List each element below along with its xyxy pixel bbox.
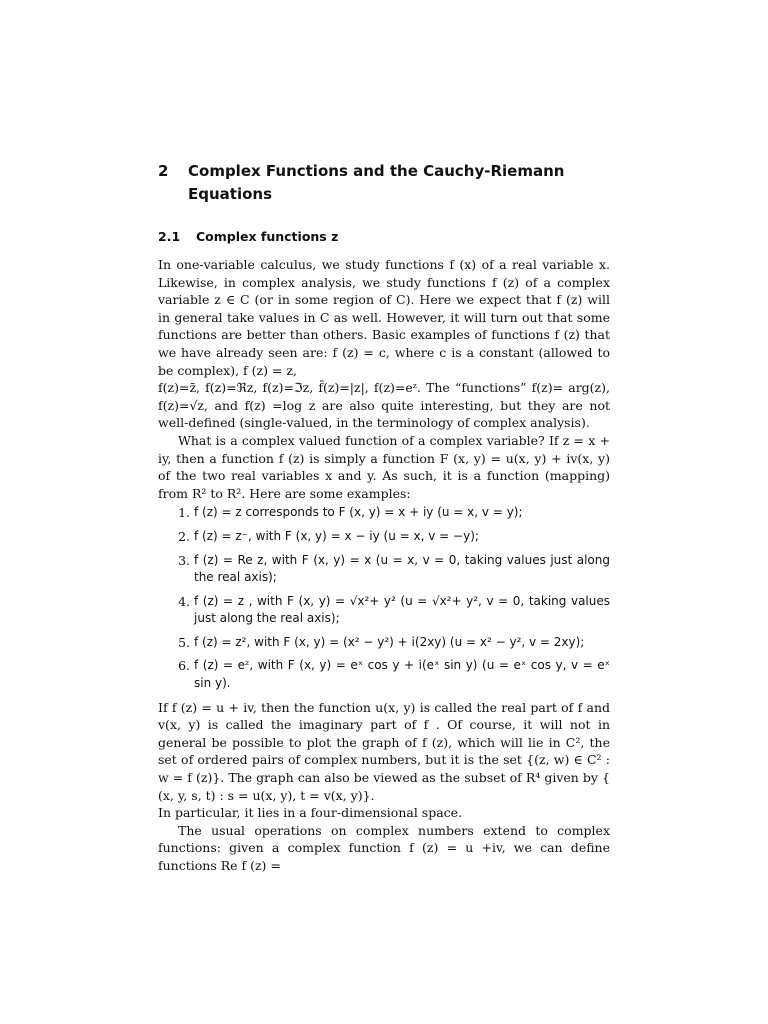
list-item: 2. f (z) = z⁻, with F (x, y) = x − iy (u = x, v = −y); — [178, 528, 479, 544]
four-dimensional-paragraph: In particular, it lies in a four-dimensional space. — [158, 805, 463, 821]
subsection-number: 2.1 — [158, 229, 181, 244]
subsection-title: Complex functions z — [196, 229, 339, 244]
section-heading — [158, 160, 610, 206]
intro-paragraph: In one-variable calculus, we study functions f (x) of a real variable x. Likewise, in complex analysis, we study functions f (z) of a complex variable z ∈ C (or in some region of C). Here we expect that f (z) will in general take values in C as well. However, it will turn out that some functions are better than others. Basic examples of functions f (z) that we have already seen are: f (z) = c, where c is a constant (allowed to be complex), f (z) = z, — [158, 257, 610, 378]
list-item: 4. f (z) = z , with F (x, y) = √x²+ y² (u = √x²+ y², v = 0, taking values just along the real axis); — [178, 593, 610, 626]
section-number: 2 — [158, 162, 169, 180]
list-item: 3. f (z) = Re z, with F (x, y) = x (u = x, v = 0, taking values just along the real axis); — [178, 552, 610, 585]
list-item: 5. f (z) = z², with F (x, y) = (x² − y²) + i(2xy) (u = x² − y², v = 2xy); — [178, 634, 585, 650]
real-imaginary-paragraph: If f (z) = u + iv, then the function u(x, y) is called the real part of f and v(x, y) is called the imaginary part of f . Of course, it will not in general be possible to plot the graph of f (z), which will lie in C², the set of ordered pairs of complex numbers, but it is the set {(z, w) ∈ C² : w = f (z)}. The graph can also be viewed as the subset of R⁴ given by { (x, y, s, t) : s = u(x, y), t = v(x, y)}. — [158, 699, 610, 803]
operations-paragraph: The usual operations on complex numbers extend to complex functions: given a complex function f (z) = u +iv, we can define functions Re f (z) = — [158, 822, 610, 873]
question-paragraph: What is a complex valued function of a complex variable? If z = x + iy, then a function f (z) is simply a function F (x, y) = u(x, y) + iv(x, y) of the two real variables x and y. As such, it is a function (mapping) from R² to R². Here are some examples: — [158, 432, 610, 501]
subsection-heading — [158, 228, 610, 246]
document-page — [158, 160, 610, 875]
list-item: 1. f (z) = z corresponds to F (x, y) = x + iy (u = x, v = y); — [178, 505, 523, 521]
examples-paragraph: f(z)=z̄, f(z)=ℜz, f(z)=ℑz, f̄(z)=|z|, f(z)=eᶻ. The “functions” f(z)= arg(z), f(z)=√z, and f(z) =log z are also quite interesting, but they are not well-defined (single-valued, in the terminology of complex analysis). — [158, 380, 610, 431]
examples-list — [158, 504, 610, 692]
section-title: Complex Functions and the Cauchy-Riemann Equations — [188, 162, 565, 203]
list-item: 6. f (z) = eᶻ, with F (x, y) = eˣ cos y + i(eˣ sin y) (u = eˣ cos y, v = eˣ sin y). — [178, 658, 610, 691]
